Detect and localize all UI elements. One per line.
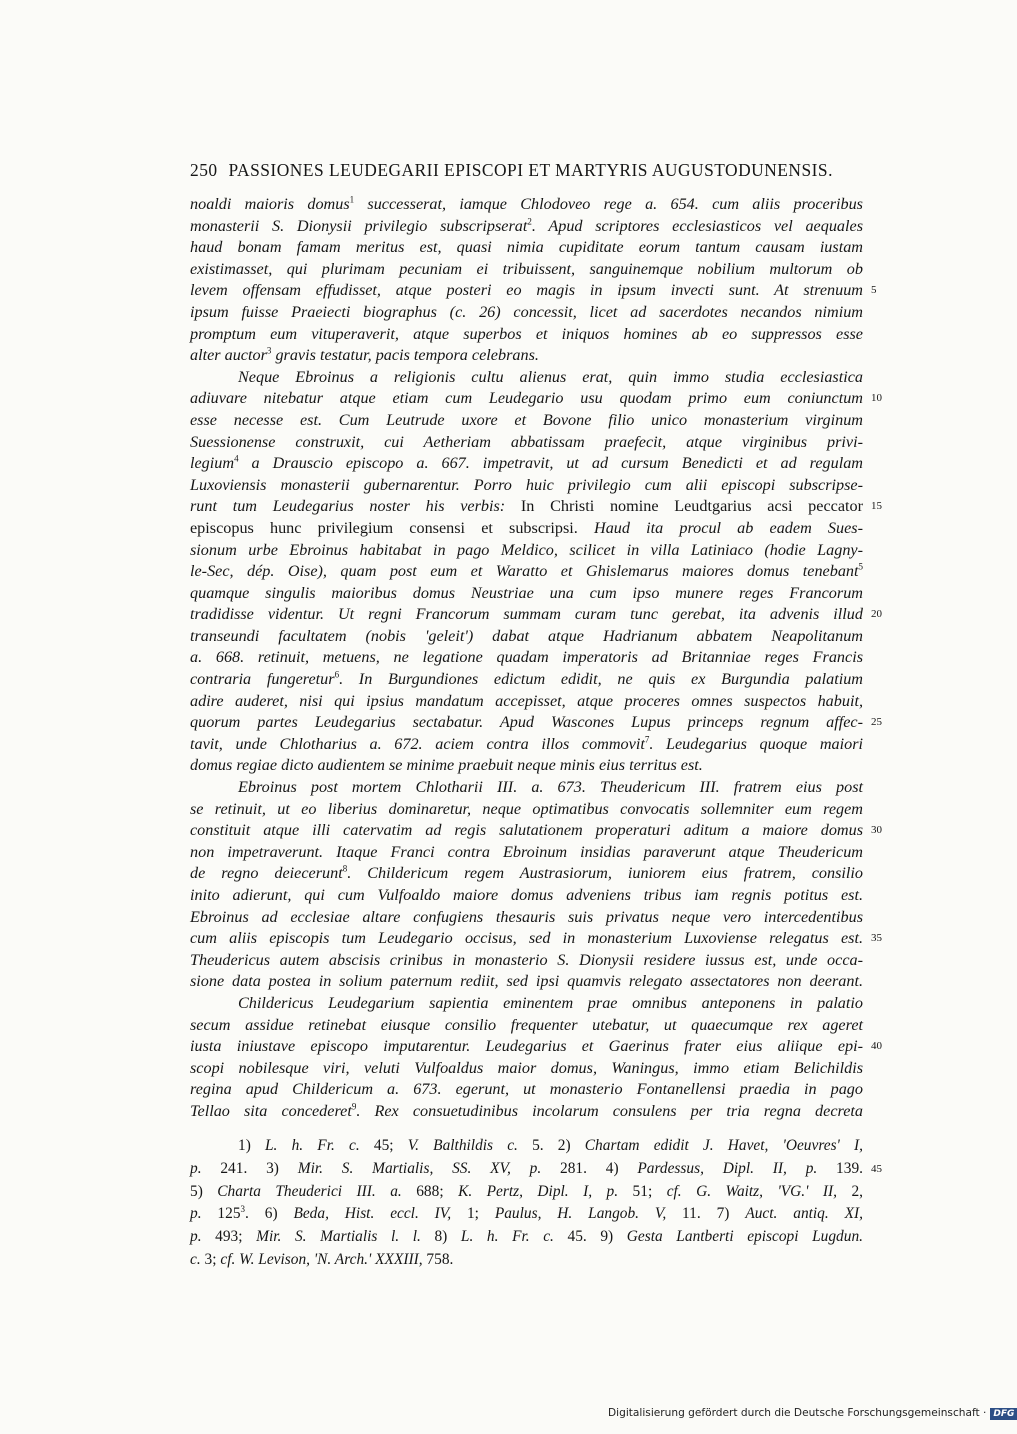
text-line	[190, 410, 863, 432]
text-line	[190, 518, 863, 540]
text-run: a Drauscio episcopo a. 667. impetravit, ut ad cursum Benedicti et ad regulam	[238, 454, 863, 473]
dfg-logo: DFG	[990, 1408, 1017, 1420]
text-run: In Christi nomine Leudtgarius acsi peccator	[520, 497, 863, 516]
text-line	[190, 1036, 882, 1058]
text-run: Pardessus, Dipl. II, p.	[637, 1159, 818, 1177]
text-run: gravis testatur, pacis tempora celebrans.	[271, 346, 539, 365]
text-run: Gesta Lantberti episcopi Lugdun.	[626, 1228, 863, 1246]
text-run: Theudericus autem abscisis crinibus in monasterio S. Dionysii residere iussus est, unde occa-	[190, 950, 863, 969]
text-line	[190, 950, 863, 972]
text-run: Neque Ebroinus a religionis cultu alienus erat, quin immo studia ecclesiastica	[238, 367, 863, 386]
text-run: episcopus hunc privilegium consensi et subscripsi.	[190, 518, 578, 537]
footnote-line	[190, 1135, 863, 1158]
text-run: V. Balthildis c.	[407, 1137, 518, 1154]
line-number: 25	[871, 716, 882, 729]
text-run: 1)	[238, 1137, 265, 1154]
text-line	[190, 1101, 863, 1123]
footnote-ref: 2	[527, 216, 532, 227]
text-run: tavit, unde Chlotharius a. 672. aciem contra illos commovit	[190, 734, 645, 753]
text-run: K. Pertz, Dipl. I, p.	[458, 1182, 619, 1200]
text-line	[190, 388, 882, 410]
text-run: successerat, iamque Chlodoveo rege a. 654. cum aliis proceribus	[354, 195, 863, 213]
text-run: 5. 2)	[517, 1137, 585, 1154]
text-line	[190, 734, 863, 756]
text-run: Tellao sita concederet	[190, 1101, 352, 1120]
text-run: 281. 4)	[541, 1159, 638, 1177]
line-number: 10	[871, 392, 882, 405]
text-line	[190, 907, 863, 929]
text-run: existimasset, qui plurimam pecuniam ei tribuissent, sanguinemque nobilium multorum ob	[190, 259, 863, 278]
text-run: Ebroinus ad ecclesiae altare confugiens thesauris suis privatus neque vero intercedentibus	[190, 907, 863, 926]
text-run: inito adierunt, qui cum Vulfoaldo maiore domus adveniens tribus iam regnis potitus est.	[190, 886, 863, 904]
text-run: Mir. S. Martialis, SS. XV, p.	[297, 1159, 542, 1177]
text-run: 3;	[200, 1250, 221, 1268]
text-line	[190, 216, 863, 238]
text-run: cf. W. Levison, 'N. Arch.' XXXIII,	[220, 1250, 423, 1268]
text-line	[190, 475, 863, 497]
text-run: regina apud Childericum a. 673. egerunt, ut monasterio Fontanellensi praedia in pago	[190, 1080, 863, 1099]
line-number: 30	[871, 824, 882, 837]
text-run: Childericus Leudegarium sapientia eminentem prae omnibus anteponens in palatio	[238, 993, 863, 1012]
digitization-credit	[608, 1407, 1017, 1420]
line-number: 35	[871, 932, 882, 945]
text-run: 688;	[401, 1182, 459, 1200]
text-run: 8)	[420, 1228, 461, 1246]
text-run: cum aliis episcopis tum Leudegario occisus, sed in monasterium Luxoviense relegatus est.	[190, 929, 863, 948]
text-line	[190, 647, 863, 669]
text-run: 125	[201, 1205, 241, 1223]
text-run: 45. 9)	[553, 1228, 627, 1246]
text-line	[190, 194, 863, 216]
credit-text: Digitalisierung gefördert durch die Deutsche Forschungsgemeinschaft ·	[608, 1407, 987, 1419]
text-line	[190, 928, 882, 950]
footnote-line	[190, 1249, 863, 1272]
text-run: monasterii S. Dionysii privilegio subscripserat	[190, 216, 528, 235]
text-run: runt tum Leudegarius noster his verbis:	[190, 497, 521, 516]
text-run: L. h. Fr. c.	[265, 1137, 360, 1154]
text-run: Luxoviensis monasterii gubernarentur. Porro huic privilegio cum alii episcopi subscripse-	[190, 475, 863, 494]
text-run: p.	[190, 1205, 202, 1223]
text-line	[190, 540, 863, 562]
footnote-ref: 1	[349, 194, 355, 205]
text-line	[190, 799, 863, 821]
footnote-line	[190, 1158, 882, 1181]
text-line	[190, 755, 863, 777]
text-run: a. 668. retinuit, metuens, ne legatione quadam imperatoris ad Britanniae reges Francis	[190, 648, 863, 667]
text-run: Suessionense construxit, cui Aetheriam abbatissam praefecit, atque virginibus privi-	[190, 432, 863, 451]
text-run: Beda, Hist. eccl. IV,	[293, 1205, 452, 1223]
text-line	[190, 345, 863, 367]
text-run: le-Sec, dép. Oise), quam post eum et Waratto et Ghislemarus maiores domus tenebant	[190, 562, 859, 581]
text-run: contraria fungeretur	[190, 670, 335, 689]
text-line	[190, 583, 863, 605]
text-run: secum assidue retinebat eiusque consilio frequenter utebatur, ut quaecumque rex ageret	[190, 1015, 863, 1034]
text-run: . Leudegarius quoque maiori	[649, 734, 864, 753]
text-run: p.	[190, 1228, 202, 1246]
text-run: Haud ita procul ab eadem Sues-	[577, 518, 863, 537]
text-run: Chartam edidit J. Havet, 'Oeuvres' I,	[584, 1137, 863, 1154]
text-line	[190, 885, 863, 907]
text-run: . 6)	[245, 1205, 294, 1223]
text-run: constituit atque illi catervatim ad regis salutationem properaturi aditum a maiore domus	[190, 821, 863, 840]
footnotes	[190, 1135, 882, 1272]
text-run: scopi nobilesque viri, veluti Vulfoaldus maior domus, Waningus, immo etiam Belichildis	[190, 1058, 863, 1077]
text-run: iusta iniustave episcopo imputarentur. Leudegarius et Gaerinus frater eius aliique epi-	[190, 1037, 863, 1056]
text-run: se retinuit, ut eo liberius dominaretur, neque optimatibus convocatis sollemniter eum regem	[190, 799, 863, 818]
text-run: Paulus, H. Langob. V,	[494, 1205, 667, 1223]
line-number: 5	[871, 284, 877, 297]
text-line	[190, 1015, 863, 1037]
text-run: de regno deiecerunt	[190, 864, 343, 883]
footnote-ref: 4	[234, 453, 239, 464]
footnote-line	[190, 1203, 863, 1226]
text-line	[190, 669, 863, 691]
text-run: 5)	[190, 1182, 218, 1200]
line-number: 15	[871, 500, 882, 513]
text-run: Auct. antiq. XI,	[745, 1205, 863, 1223]
line-number: 40	[871, 1040, 882, 1053]
text-line	[190, 280, 877, 302]
text-line	[190, 842, 863, 864]
line-number: 45	[871, 1162, 882, 1175]
text-line	[190, 561, 863, 583]
text-run: 758.	[422, 1250, 454, 1268]
footnote-ref: 7	[644, 734, 650, 745]
text-line	[190, 604, 882, 626]
text-run: . Rex consuetudinibus incolarum consulens per tria regna decreta	[356, 1101, 863, 1120]
text-line	[190, 626, 863, 648]
text-run: c.	[190, 1250, 201, 1268]
text-line	[190, 691, 863, 713]
text-run: transeundi facultatem (nobis 'geleit') dabat atque Hadrianum abbatem Neapolitanum	[190, 626, 863, 645]
text-run: 1;	[451, 1205, 495, 1223]
text-line	[190, 453, 863, 475]
running-title: PASSIONES LEUDEGARII EPISCOPI ET MARTYRIS AUGUSTODUNENSIS.	[228, 160, 833, 180]
text-run: alter auctor	[190, 346, 267, 365]
footnote-ref: 3	[266, 345, 272, 356]
footnote-ref: 8	[342, 864, 348, 875]
text-run: 493;	[201, 1228, 257, 1246]
text-run: adiuvare nitebatur atque etiam cum Leudegario usu quodam primo eum coniunctum	[190, 389, 863, 408]
text-run: sione data postea in solium paternum rediit, sed ipsi quamvis relegato assectatores non deerant.	[190, 972, 863, 991]
text-run: 2,	[837, 1182, 864, 1200]
text-run: 241. 3)	[201, 1159, 298, 1177]
running-header	[190, 160, 870, 181]
text-line	[190, 496, 882, 518]
text-line	[190, 259, 863, 281]
text-run: 51;	[618, 1182, 667, 1200]
text-run: ipsum fuisse Praeiecti biographus (c. 26) concessit, licet ad sacerdotes necandos nimium	[190, 302, 863, 321]
text-line	[190, 863, 863, 885]
text-run: p.	[190, 1159, 202, 1177]
text-line	[190, 432, 863, 454]
text-run: Mir. S. Martialis l. l.	[256, 1228, 421, 1246]
text-run: . In Burgundiones edictum edidit, ne quis ex Burgundia palatium	[339, 670, 863, 689]
text-run: L. h. Fr. c.	[460, 1228, 554, 1246]
text-run: 45;	[359, 1137, 408, 1154]
text-run: levem offensam effudisset, atque posteri eo magis in ipsum invecti sunt. At strenuum	[190, 281, 863, 300]
text-run: adire auderet, nisi qui ipsius mandatum accepisset, atque proceres omnes suspectos habuit,	[190, 691, 863, 710]
text-line	[190, 1058, 863, 1080]
main-text	[190, 194, 882, 1123]
footnote-ref: 6	[334, 669, 340, 680]
text-run: haud bonam famam meritus est, quasi nimia cupiditate eorum tantum causam iustam	[190, 238, 863, 257]
text-line	[190, 820, 882, 842]
text-run: Ebroinus post mortem Chlotharii III. a. 673. Theudericum III. fratrem eius post	[238, 778, 863, 797]
footnote-line	[190, 1226, 863, 1249]
text-run: non impetraverunt. Itaque Franci contra Ebroinum insidias paraverunt atque Theudericum	[190, 842, 863, 861]
text-run: sionum urbe Ebroinus habitabat in pago Meldico, scilicet in villa Latiniaco (hodie Lagny-	[190, 540, 863, 559]
text-run: Charta Theuderici III. a.	[217, 1182, 402, 1200]
text-line	[190, 777, 863, 799]
text-run: quorum partes Leudegarius sectabatur. Apud Wascones Lupus princeps regnum affec-	[190, 713, 863, 732]
text-run: 11. 7)	[666, 1205, 746, 1223]
text-line	[190, 324, 863, 346]
page-number: 250	[190, 160, 218, 180]
text-line	[190, 1079, 863, 1101]
text-run: quamque singulis maioribus domus Neustriae una cum ipso munere reges Francorum	[190, 583, 863, 602]
text-run: domus regiae dicto audientem se minime praebuit neque minis eius territus est.	[190, 756, 703, 775]
text-run: legium	[190, 454, 235, 473]
footnote-ref: 5	[858, 561, 863, 572]
text-run: noaldi maioris domus	[190, 195, 350, 213]
text-line	[190, 712, 882, 734]
line-number: 20	[871, 608, 882, 621]
text-line	[190, 993, 863, 1015]
footnote-line	[190, 1181, 863, 1204]
footnote-ref: 9	[351, 1101, 357, 1112]
text-run: promptum eum vituperaverit, atque superbos et iniquos homines ab eo suppressos esse	[190, 324, 863, 343]
text-line	[190, 237, 863, 259]
text-run: . Childericum regem Austrasiorum, iuniorem eius fratrem, consilio	[347, 864, 863, 883]
text-run: tradidisse videntur. Ut regni Francorum summam curam tunc gerebat, ita advenis illud	[190, 605, 863, 624]
footnote-ref: 3	[240, 1204, 246, 1215]
text-run: . Apud scriptores ecclesiasticos vel aequales	[531, 216, 864, 235]
text-run: esse necesse est. Cum Leutrude uxore et Bovone filio unico monasterium virginum	[190, 410, 863, 429]
text-line	[190, 971, 863, 993]
text-run: cf. G. Waitz, 'VG.' II,	[666, 1182, 837, 1200]
text-line	[190, 302, 863, 324]
text-run: 139.	[817, 1159, 863, 1177]
text-line	[190, 367, 863, 389]
